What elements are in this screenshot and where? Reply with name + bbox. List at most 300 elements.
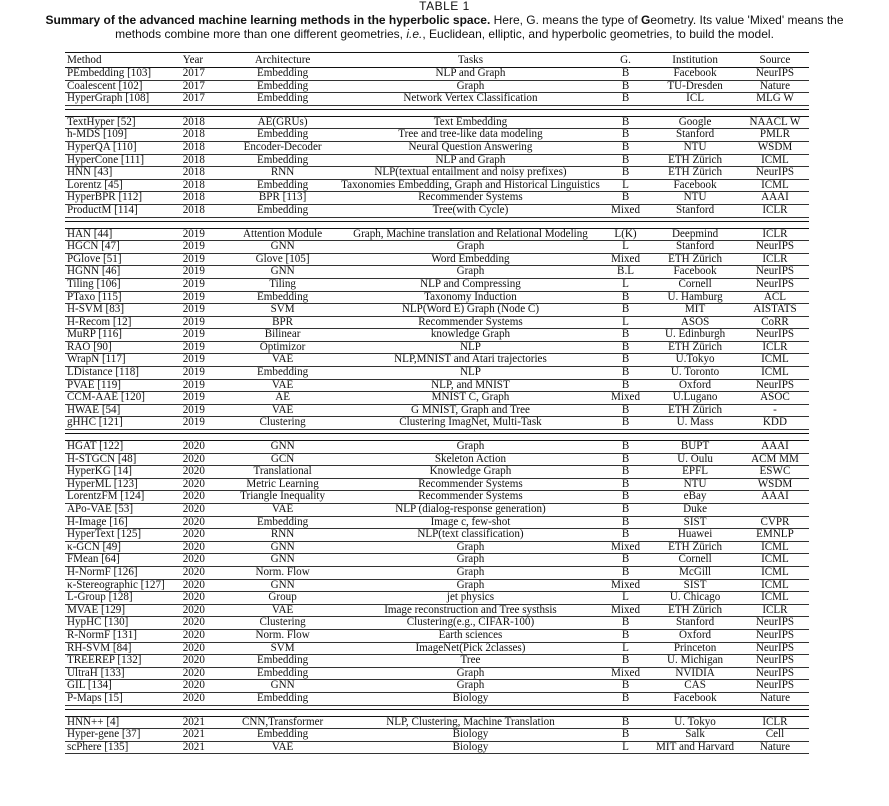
cell-institution: SIST bbox=[649, 579, 741, 592]
cell-tasks: Tree bbox=[339, 655, 602, 668]
table-row bbox=[65, 491, 809, 504]
cell-source: ICML bbox=[741, 179, 809, 192]
cell-geometry: B bbox=[602, 617, 649, 630]
cell-institution: U. Chicago bbox=[649, 592, 741, 605]
cell-year: 2020 bbox=[181, 667, 226, 680]
cell-year: 2019 bbox=[181, 379, 226, 392]
group-separator-cell bbox=[65, 709, 809, 716]
cell-institution: Stanford bbox=[649, 204, 741, 217]
header-source: Source bbox=[741, 53, 809, 68]
cell-source: CVPR bbox=[741, 516, 809, 529]
cell-source: NeurIPS bbox=[741, 680, 809, 693]
cell-architecture: GNN bbox=[226, 266, 339, 279]
cell-tasks: Taxonomies Embedding, Graph and Historical Linguistics bbox=[341, 178, 600, 191]
cell-tasks: Network Vertex Classification bbox=[339, 93, 602, 106]
cell-year: 2018 bbox=[181, 116, 226, 129]
cell-institution: ETH Zürich bbox=[649, 253, 741, 266]
cell-year: 2019 bbox=[181, 304, 226, 317]
cell-source: PMLR bbox=[741, 129, 809, 142]
cell-tasks: NLP bbox=[339, 367, 602, 380]
cell-method: TREEREP [132] bbox=[65, 655, 181, 668]
cell-method: LorentzFM [124] bbox=[65, 491, 181, 504]
cell-architecture: GNN bbox=[226, 579, 339, 592]
cell-architecture: Embedding bbox=[226, 516, 339, 529]
cell-architecture: Glove [105] bbox=[226, 253, 339, 266]
cell-architecture: GNN bbox=[226, 241, 339, 254]
cell-architecture: BPR [113] bbox=[226, 192, 339, 205]
table-row bbox=[65, 304, 809, 317]
cell-architecture: VAE bbox=[226, 379, 339, 392]
cell-year: 2019 bbox=[181, 341, 226, 354]
cell-year: 2020 bbox=[181, 554, 226, 567]
cell-geometry: B bbox=[602, 154, 649, 167]
cell-geometry: B bbox=[602, 466, 649, 479]
cell-architecture: Embedding bbox=[226, 204, 339, 217]
table-caption bbox=[0, 0, 889, 41]
cell-tasks: Clustering(e.g., CIFAR-100) bbox=[339, 617, 602, 630]
cell-institution: NTU bbox=[649, 141, 741, 154]
table-row bbox=[65, 68, 809, 81]
cell-tasks: Knowledge Graph bbox=[339, 466, 602, 479]
table-row bbox=[65, 392, 809, 405]
cell-source: AISTATS bbox=[741, 304, 809, 317]
cell-geometry: B.L bbox=[602, 266, 649, 279]
table-row bbox=[65, 341, 809, 354]
cell-institution: U.Tokyo bbox=[649, 354, 741, 367]
cell-source: ICLR bbox=[741, 604, 809, 617]
cell-tasks: Graph bbox=[339, 241, 602, 254]
cell-institution: Cornell bbox=[649, 278, 741, 291]
cell-source: AAAI bbox=[741, 192, 809, 205]
cell-year: 2018 bbox=[181, 204, 226, 217]
table-row bbox=[65, 642, 809, 655]
cell-geometry: B bbox=[602, 417, 649, 430]
cell-year: 2017 bbox=[181, 93, 226, 106]
cell-year: 2020 bbox=[181, 453, 226, 466]
table-row bbox=[65, 167, 809, 180]
cell-year: 2020 bbox=[181, 617, 226, 630]
cell-institution: McGill bbox=[649, 566, 741, 579]
cell-method: κ-Stereographic [127] bbox=[65, 579, 181, 592]
header-year: Year bbox=[181, 53, 226, 68]
cell-geometry: B bbox=[602, 68, 649, 81]
cell-tasks: Tree(with Cycle) bbox=[339, 204, 602, 217]
cell-tasks: NLP (dialog-response generation) bbox=[339, 504, 602, 517]
cell-source: CoRR bbox=[741, 316, 809, 329]
cell-source: ICLR bbox=[741, 341, 809, 354]
cell-architecture: VAE bbox=[226, 354, 339, 367]
cell-institution: Duke bbox=[649, 504, 741, 517]
cell-geometry: L bbox=[602, 592, 649, 605]
cell-architecture: GCN bbox=[226, 453, 339, 466]
cell-architecture: VAE bbox=[226, 604, 339, 617]
cell-method: PVAE [119] bbox=[65, 379, 181, 392]
cell-architecture: Embedding bbox=[226, 667, 339, 680]
cell-geometry: B bbox=[602, 367, 649, 380]
cell-tasks: NLP and Compressing bbox=[339, 278, 602, 291]
cell-institution: U. Mass bbox=[649, 417, 741, 430]
table-row bbox=[65, 592, 809, 605]
cell-institution: Google bbox=[649, 116, 741, 129]
cell-architecture: Embedding bbox=[226, 291, 339, 304]
cell-institution: U. Hamburg bbox=[649, 291, 741, 304]
cell-source: Cell bbox=[741, 729, 809, 742]
cell-year: 2019 bbox=[181, 392, 226, 405]
cell-geometry: B bbox=[602, 566, 649, 579]
cell-source: Nature bbox=[741, 741, 809, 754]
cell-institution: Cornell bbox=[649, 554, 741, 567]
cell-tasks: Biology bbox=[339, 741, 602, 754]
cell-method: CCM-AAE [120] bbox=[65, 392, 181, 405]
cell-method: HypHC [130] bbox=[65, 617, 181, 630]
cell-tasks: Biology bbox=[339, 729, 602, 742]
cell-year: 2020 bbox=[181, 604, 226, 617]
cell-source: ACM MM bbox=[741, 453, 809, 466]
table-row bbox=[65, 579, 809, 592]
table-row bbox=[65, 655, 809, 668]
cell-institution: Facebook bbox=[649, 692, 741, 705]
cell-architecture: Translational bbox=[226, 466, 339, 479]
cell-geometry: B bbox=[602, 141, 649, 154]
cell-source: Nature bbox=[741, 80, 809, 93]
cell-method: PGlove [51] bbox=[65, 253, 181, 266]
cell-tasks: Graph bbox=[339, 667, 602, 680]
cell-architecture: Encoder-Decoder bbox=[226, 141, 339, 154]
cell-architecture: Embedding bbox=[226, 93, 339, 106]
cell-institution: Deepmind bbox=[649, 228, 741, 241]
cell-tasks: Word Embedding bbox=[339, 253, 602, 266]
header-institution: Institution bbox=[649, 53, 741, 68]
cell-source: ESWC bbox=[741, 466, 809, 479]
cell-institution: NVIDIA bbox=[649, 667, 741, 680]
cell-institution: BUPT bbox=[649, 441, 741, 454]
cell-geometry: Mixed bbox=[602, 541, 649, 554]
table-row bbox=[65, 667, 809, 680]
cell-method: HyperQA [110] bbox=[65, 141, 181, 154]
table-row bbox=[65, 93, 809, 106]
cell-architecture: Optimizor bbox=[226, 341, 339, 354]
cell-geometry: B bbox=[602, 192, 649, 205]
cell-tasks: Graph bbox=[339, 266, 602, 279]
cell-geometry: L(K) bbox=[602, 228, 649, 241]
cell-tasks: Recommender Systems bbox=[339, 491, 602, 504]
table-row bbox=[65, 478, 809, 491]
cell-method: H-NormF [126] bbox=[65, 566, 181, 579]
cell-tasks: Image c, few-shot bbox=[339, 516, 602, 529]
cell-source: EMNLP bbox=[741, 529, 809, 542]
cell-tasks: G MNIST, Graph and Tree bbox=[339, 404, 602, 417]
cell-institution: NTU bbox=[649, 478, 741, 491]
table-number: TABLE 1 bbox=[419, 0, 470, 13]
cell-institution: Oxford bbox=[649, 379, 741, 392]
cell-tasks: Skeleton Action bbox=[339, 453, 602, 466]
cell-tasks: Taxonomy Induction bbox=[339, 291, 602, 304]
cell-architecture: Embedding bbox=[226, 729, 339, 742]
cell-tasks: Graph bbox=[339, 80, 602, 93]
cell-institution: ETH Zürich bbox=[649, 167, 741, 180]
cell-architecture: Attention Module bbox=[226, 228, 339, 241]
table-row bbox=[65, 192, 809, 205]
cell-geometry: B bbox=[602, 554, 649, 567]
cell-source: NeurIPS bbox=[741, 167, 809, 180]
cell-architecture: SVM bbox=[226, 642, 339, 655]
table-row bbox=[65, 241, 809, 254]
caption-text-a: Here, G. means the type of bbox=[490, 13, 642, 27]
cell-geometry: L bbox=[602, 241, 649, 254]
table-row bbox=[65, 379, 809, 392]
table-row bbox=[65, 729, 809, 742]
cell-method: HyperText [125] bbox=[65, 529, 181, 542]
cell-geometry: B bbox=[602, 504, 649, 517]
cell-geometry: B bbox=[602, 341, 649, 354]
cell-year: 2020 bbox=[181, 655, 226, 668]
cell-method: HWAE [54] bbox=[65, 404, 181, 417]
cell-source: ICML bbox=[741, 579, 809, 592]
table-row bbox=[65, 516, 809, 529]
cell-year: 2020 bbox=[181, 579, 226, 592]
table-row bbox=[65, 179, 809, 192]
cell-source: NeurIPS bbox=[741, 642, 809, 655]
table-body bbox=[65, 68, 809, 754]
cell-tasks: Image reconstruction and Tree systhsis bbox=[339, 604, 602, 617]
cell-geometry: B bbox=[602, 680, 649, 693]
cell-architecture: Embedding bbox=[226, 655, 339, 668]
cell-architecture: RNN bbox=[226, 167, 339, 180]
cell-source: NeurIPS bbox=[741, 278, 809, 291]
cell-geometry: B bbox=[602, 354, 649, 367]
table-row bbox=[65, 554, 809, 567]
cell-architecture: Norm. Flow bbox=[226, 566, 339, 579]
cell-method: R-NormF [131] bbox=[65, 629, 181, 642]
cell-method: HGNN [46] bbox=[65, 266, 181, 279]
cell-institution: MIT bbox=[649, 304, 741, 317]
caption-text-b: G bbox=[641, 13, 651, 27]
header-tasks: Tasks bbox=[339, 53, 602, 68]
cell-tasks: NLP bbox=[339, 341, 602, 354]
cell-method: MuRP [116] bbox=[65, 329, 181, 342]
cell-method: Lorentz [45] bbox=[65, 179, 181, 192]
cell-year: 2020 bbox=[181, 491, 226, 504]
cell-method: ProductM [114] bbox=[65, 204, 181, 217]
cell-tasks: MNIST C, Graph bbox=[339, 392, 602, 405]
cell-geometry: B bbox=[602, 491, 649, 504]
cell-geometry: B bbox=[602, 304, 649, 317]
cell-tasks: NLP and Graph bbox=[339, 68, 602, 81]
cell-geometry: B bbox=[602, 129, 649, 142]
cell-source: ICML bbox=[741, 367, 809, 380]
cell-institution: ETH Zürich bbox=[649, 404, 741, 417]
cell-architecture: Embedding bbox=[226, 179, 339, 192]
cell-institution: ETH Zürich bbox=[649, 154, 741, 167]
table-row bbox=[65, 154, 809, 167]
cell-source: ICLR bbox=[741, 716, 809, 729]
cell-year: 2019 bbox=[181, 253, 226, 266]
cell-tasks: NLP, Clustering, Machine Translation bbox=[339, 716, 602, 729]
cell-tasks: jet physics bbox=[339, 592, 602, 605]
cell-year: 2019 bbox=[181, 278, 226, 291]
caption-text-d: i.e. bbox=[406, 27, 423, 41]
cell-method: APo-VAE [53] bbox=[65, 504, 181, 517]
table-row bbox=[65, 453, 809, 466]
cell-method: GIL [134] bbox=[65, 680, 181, 693]
cell-architecture: Embedding bbox=[226, 68, 339, 81]
cell-geometry: B bbox=[602, 291, 649, 304]
cell-method: LDistance [118] bbox=[65, 367, 181, 380]
cell-year: 2020 bbox=[181, 541, 226, 554]
cell-year: 2019 bbox=[181, 367, 226, 380]
cell-method: WrapN [117] bbox=[65, 354, 181, 367]
cell-architecture: VAE bbox=[226, 741, 339, 754]
cell-method: TextHyper [52] bbox=[65, 116, 181, 129]
cell-institution: ETH Zürich bbox=[649, 341, 741, 354]
cell-geometry: L bbox=[602, 642, 649, 655]
cell-tasks: NLP,MNIST and Atari trajectories bbox=[339, 354, 602, 367]
cell-geometry: B bbox=[602, 478, 649, 491]
cell-source: ASOC bbox=[741, 392, 809, 405]
cell-tasks: Graph bbox=[339, 441, 602, 454]
cell-source: NAACL W bbox=[741, 116, 809, 129]
cell-architecture: SVM bbox=[226, 304, 339, 317]
cell-institution: U. Tokyo bbox=[649, 716, 741, 729]
cell-year: 2020 bbox=[181, 516, 226, 529]
group-separator-cell bbox=[65, 221, 809, 228]
cell-institution: MIT and Harvard bbox=[649, 741, 741, 754]
cell-method: FMean [64] bbox=[65, 554, 181, 567]
caption-title: Summary of the advanced machine learning methods in the hyperbolic space. bbox=[45, 13, 491, 27]
cell-year: 2019 bbox=[181, 329, 226, 342]
cell-architecture: BPR bbox=[226, 316, 339, 329]
cell-year: 2017 bbox=[181, 68, 226, 81]
cell-year: 2018 bbox=[181, 141, 226, 154]
cell-method: Hyper-gene [37] bbox=[65, 729, 181, 742]
cell-year: 2020 bbox=[181, 592, 226, 605]
cell-source: NeurIPS bbox=[741, 667, 809, 680]
cell-institution: Stanford bbox=[649, 241, 741, 254]
cell-geometry: B bbox=[602, 629, 649, 642]
cell-source: ICML bbox=[741, 354, 809, 367]
cell-source: WSDM bbox=[741, 141, 809, 154]
table-row bbox=[65, 116, 809, 129]
cell-geometry: B bbox=[602, 516, 649, 529]
cell-source: ICLR bbox=[741, 204, 809, 217]
cell-institution: NTU bbox=[649, 192, 741, 205]
cell-source: Nature bbox=[741, 692, 809, 705]
cell-institution: Oxford bbox=[649, 629, 741, 642]
cell-geometry: B bbox=[602, 116, 649, 129]
cell-year: 2020 bbox=[181, 642, 226, 655]
cell-method: RH-SVM [84] bbox=[65, 642, 181, 655]
header-method: Method bbox=[65, 53, 181, 68]
cell-tasks: Recommender Systems bbox=[339, 316, 602, 329]
cell-source: NeurIPS bbox=[741, 266, 809, 279]
methods-table bbox=[65, 52, 809, 754]
cell-institution: Huawei bbox=[649, 529, 741, 542]
cell-method: H-Image [16] bbox=[65, 516, 181, 529]
cell-architecture: Clustering bbox=[226, 617, 339, 630]
cell-geometry: B bbox=[602, 692, 649, 705]
cell-source: ICML bbox=[741, 592, 809, 605]
cell-architecture: Bilinear bbox=[226, 329, 339, 342]
cell-geometry: B bbox=[602, 329, 649, 342]
cell-architecture: Embedding bbox=[226, 367, 339, 380]
table-row bbox=[65, 141, 809, 154]
table-row bbox=[65, 741, 809, 754]
cell-year: 2020 bbox=[181, 441, 226, 454]
cell-geometry: Mixed bbox=[602, 667, 649, 680]
table-row bbox=[65, 404, 809, 417]
cell-geometry: B bbox=[602, 729, 649, 742]
cell-source: - bbox=[741, 404, 809, 417]
cell-geometry: Mixed bbox=[602, 253, 649, 266]
cell-year: 2019 bbox=[181, 241, 226, 254]
cell-year: 2020 bbox=[181, 692, 226, 705]
table-row bbox=[65, 529, 809, 542]
cell-source: MLG W bbox=[741, 93, 809, 106]
cell-year: 2021 bbox=[181, 716, 226, 729]
table-row bbox=[65, 716, 809, 729]
cell-architecture: AE(GRUs) bbox=[226, 116, 339, 129]
cell-institution: ASOS bbox=[649, 316, 741, 329]
cell-tasks: Graph bbox=[339, 680, 602, 693]
cell-tasks: Graph, Machine translation and Relational Modeling bbox=[339, 228, 602, 241]
table-row bbox=[65, 129, 809, 142]
cell-year: 2019 bbox=[181, 291, 226, 304]
cell-tasks: Earth sciences bbox=[339, 629, 602, 642]
cell-geometry: B bbox=[602, 404, 649, 417]
table-row bbox=[65, 278, 809, 291]
cell-architecture: Norm. Flow bbox=[226, 629, 339, 642]
cell-method: HyperGraph [108] bbox=[65, 93, 181, 106]
cell-geometry: B bbox=[602, 93, 649, 106]
cell-architecture: VAE bbox=[226, 404, 339, 417]
cell-tasks: Graph bbox=[339, 541, 602, 554]
cell-institution: U. Edinburgh bbox=[649, 329, 741, 342]
cell-source: AAAI bbox=[741, 491, 809, 504]
cell-tasks: NLP, and MNIST bbox=[339, 379, 602, 392]
cell-institution: U.Lugano bbox=[649, 392, 741, 405]
cell-year: 2019 bbox=[181, 354, 226, 367]
cell-method: Tiling [106] bbox=[65, 278, 181, 291]
cell-tasks: Recommender Systems bbox=[339, 478, 602, 491]
cell-architecture: Embedding bbox=[226, 692, 339, 705]
cell-institution: Facebook bbox=[649, 266, 741, 279]
cell-geometry: Mixed bbox=[602, 204, 649, 217]
table-header bbox=[65, 53, 809, 68]
cell-geometry: L bbox=[602, 278, 649, 291]
cell-source: NeurIPS bbox=[741, 329, 809, 342]
caption-text bbox=[0, 13, 889, 41]
cell-geometry: B bbox=[602, 655, 649, 668]
cell-institution: ETH Zürich bbox=[649, 604, 741, 617]
table-row bbox=[65, 367, 809, 380]
cell-institution: EPFL bbox=[649, 466, 741, 479]
header-architecture: Architecture bbox=[226, 53, 339, 68]
cell-tasks: Graph bbox=[339, 566, 602, 579]
table-row bbox=[65, 441, 809, 454]
table-row bbox=[65, 80, 809, 93]
cell-method: H-Recom [12] bbox=[65, 316, 181, 329]
cell-year: 2020 bbox=[181, 504, 226, 517]
cell-year: 2019 bbox=[181, 404, 226, 417]
table-row bbox=[65, 266, 809, 279]
table-row bbox=[65, 204, 809, 217]
cell-geometry: B bbox=[602, 441, 649, 454]
cell-year: 2018 bbox=[181, 179, 226, 192]
cell-method: HNN++ [4] bbox=[65, 716, 181, 729]
cell-method: κ-GCN [49] bbox=[65, 541, 181, 554]
cell-method: h-MDS [109] bbox=[65, 129, 181, 142]
cell-tasks: NLP and Graph bbox=[339, 154, 602, 167]
